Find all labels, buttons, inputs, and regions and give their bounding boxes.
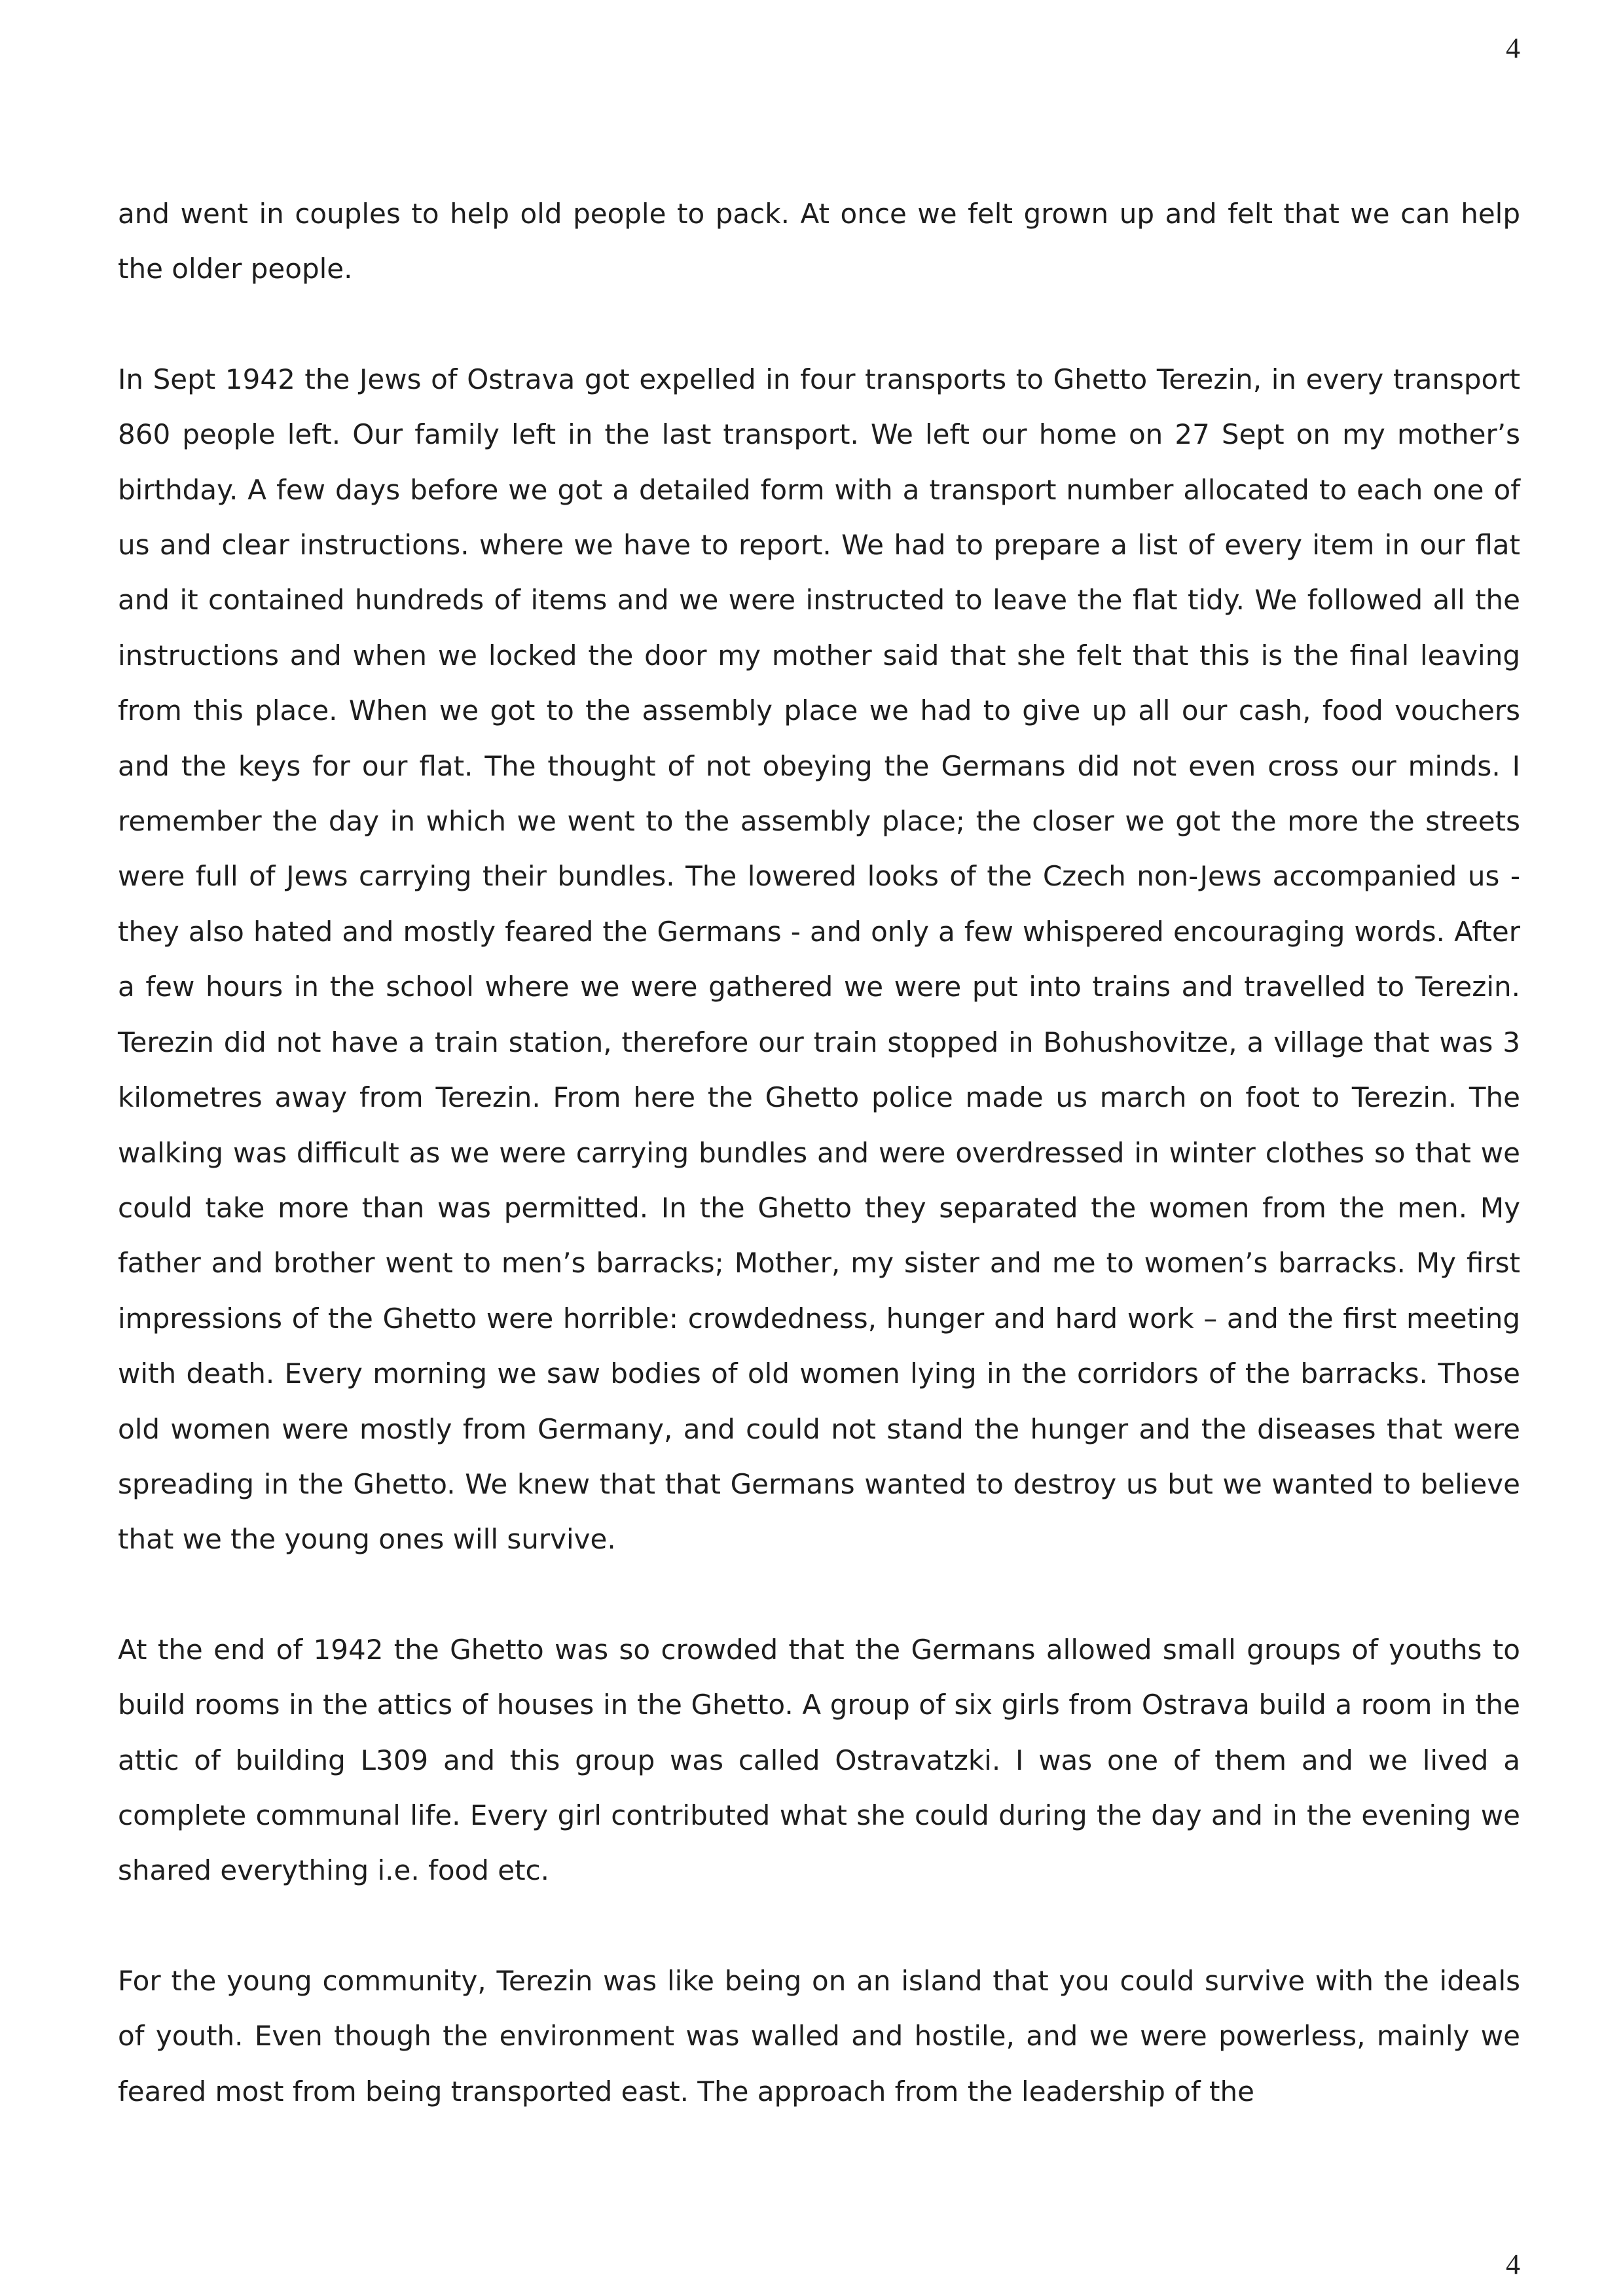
paragraph: For the young community, Terezin was like being on an island that you could survive with the ideals of youth. Even though the environment was walled and hostile, and we were powerless, mainly we feared most from being transported east. The approach from the leadership of the — [118, 1964, 1520, 2108]
paragraph: In Sept 1942 the Jews of Ostrava got expelled in four transports to Ghetto Terezin, in every transport 860 people left. Our family left in the last transport. We left our home on 27 Sept on my mother’s birthday. A few days before we got a detailed form with a transport number allocated to each one of us and clear instructions. where we have to report. We had to prepare a list of every item in our flat and it contained hundreds of items and we were instructed to leave the flat tidy. We followed all the instructions and when we locked the door my mother said that she felt that this is the final leaving from this place. When we got to the assembly place we had to give up all our cash, food vouchers and the keys for our flat. The thought of not obeying the Germans did not even cross our minds. I remember the day in which we went to the assembly place; the closer we got the more the streets were full of Jews carrying their bundles. The lowered looks of the Czech non-Jews accompanied us - they also hated and mostly feared the Germans - and only a few whispered encouraging words. After a few hours in the school where we were gathered we were put into trains and travelled to Terezin. Terezin did not have a train station, therefore our train stopped in Bohushovitze, a village that was 3 kilometres away from Terezin. From here the Ghetto police made us march on foot to Terezin. The walking was difficult as we were carrying bundles and were overdressed in winter clothes so that we could take more than was permitted. In the Ghetto they separated the women from the men. My father and brother went to men’s barracks; Mother, my sister and me to women’s barracks. My first impressions of the Ghetto were horrible: crowdedness, hunger and hard work – and the first meeting with death. Every morning we saw bodies of old women lying in the corridors of the barracks. Those old women were mostly from Germany, and could not stand the hunger and the diseases that were spreading in the Ghetto. We knew that that Germans wanted to destroy us but we wanted to believe that we the young ones will survive. — [118, 363, 1520, 1556]
paragraph: At the end of 1942 the Ghetto was so crowded that the Germans allowed small groups of youths to build rooms in the attics of houses in the Ghetto. A group of six girls from Ostrava build a room in the attic of building L309 and this group was called Ostravatzki. I was one of them and we lived a complete communal life. Every girl contributed what she could during the day and in the evening we shared everything i.e. food etc. — [118, 1633, 1520, 1887]
page-number-bottom: 4 — [1506, 2248, 1520, 2280]
paragraph: and went in couples to help old people to pack. At once we felt grown up and felt that we can help the older people. — [118, 198, 1520, 285]
document-body — [118, 187, 1520, 2119]
page-number-top: 4 — [1506, 32, 1520, 64]
